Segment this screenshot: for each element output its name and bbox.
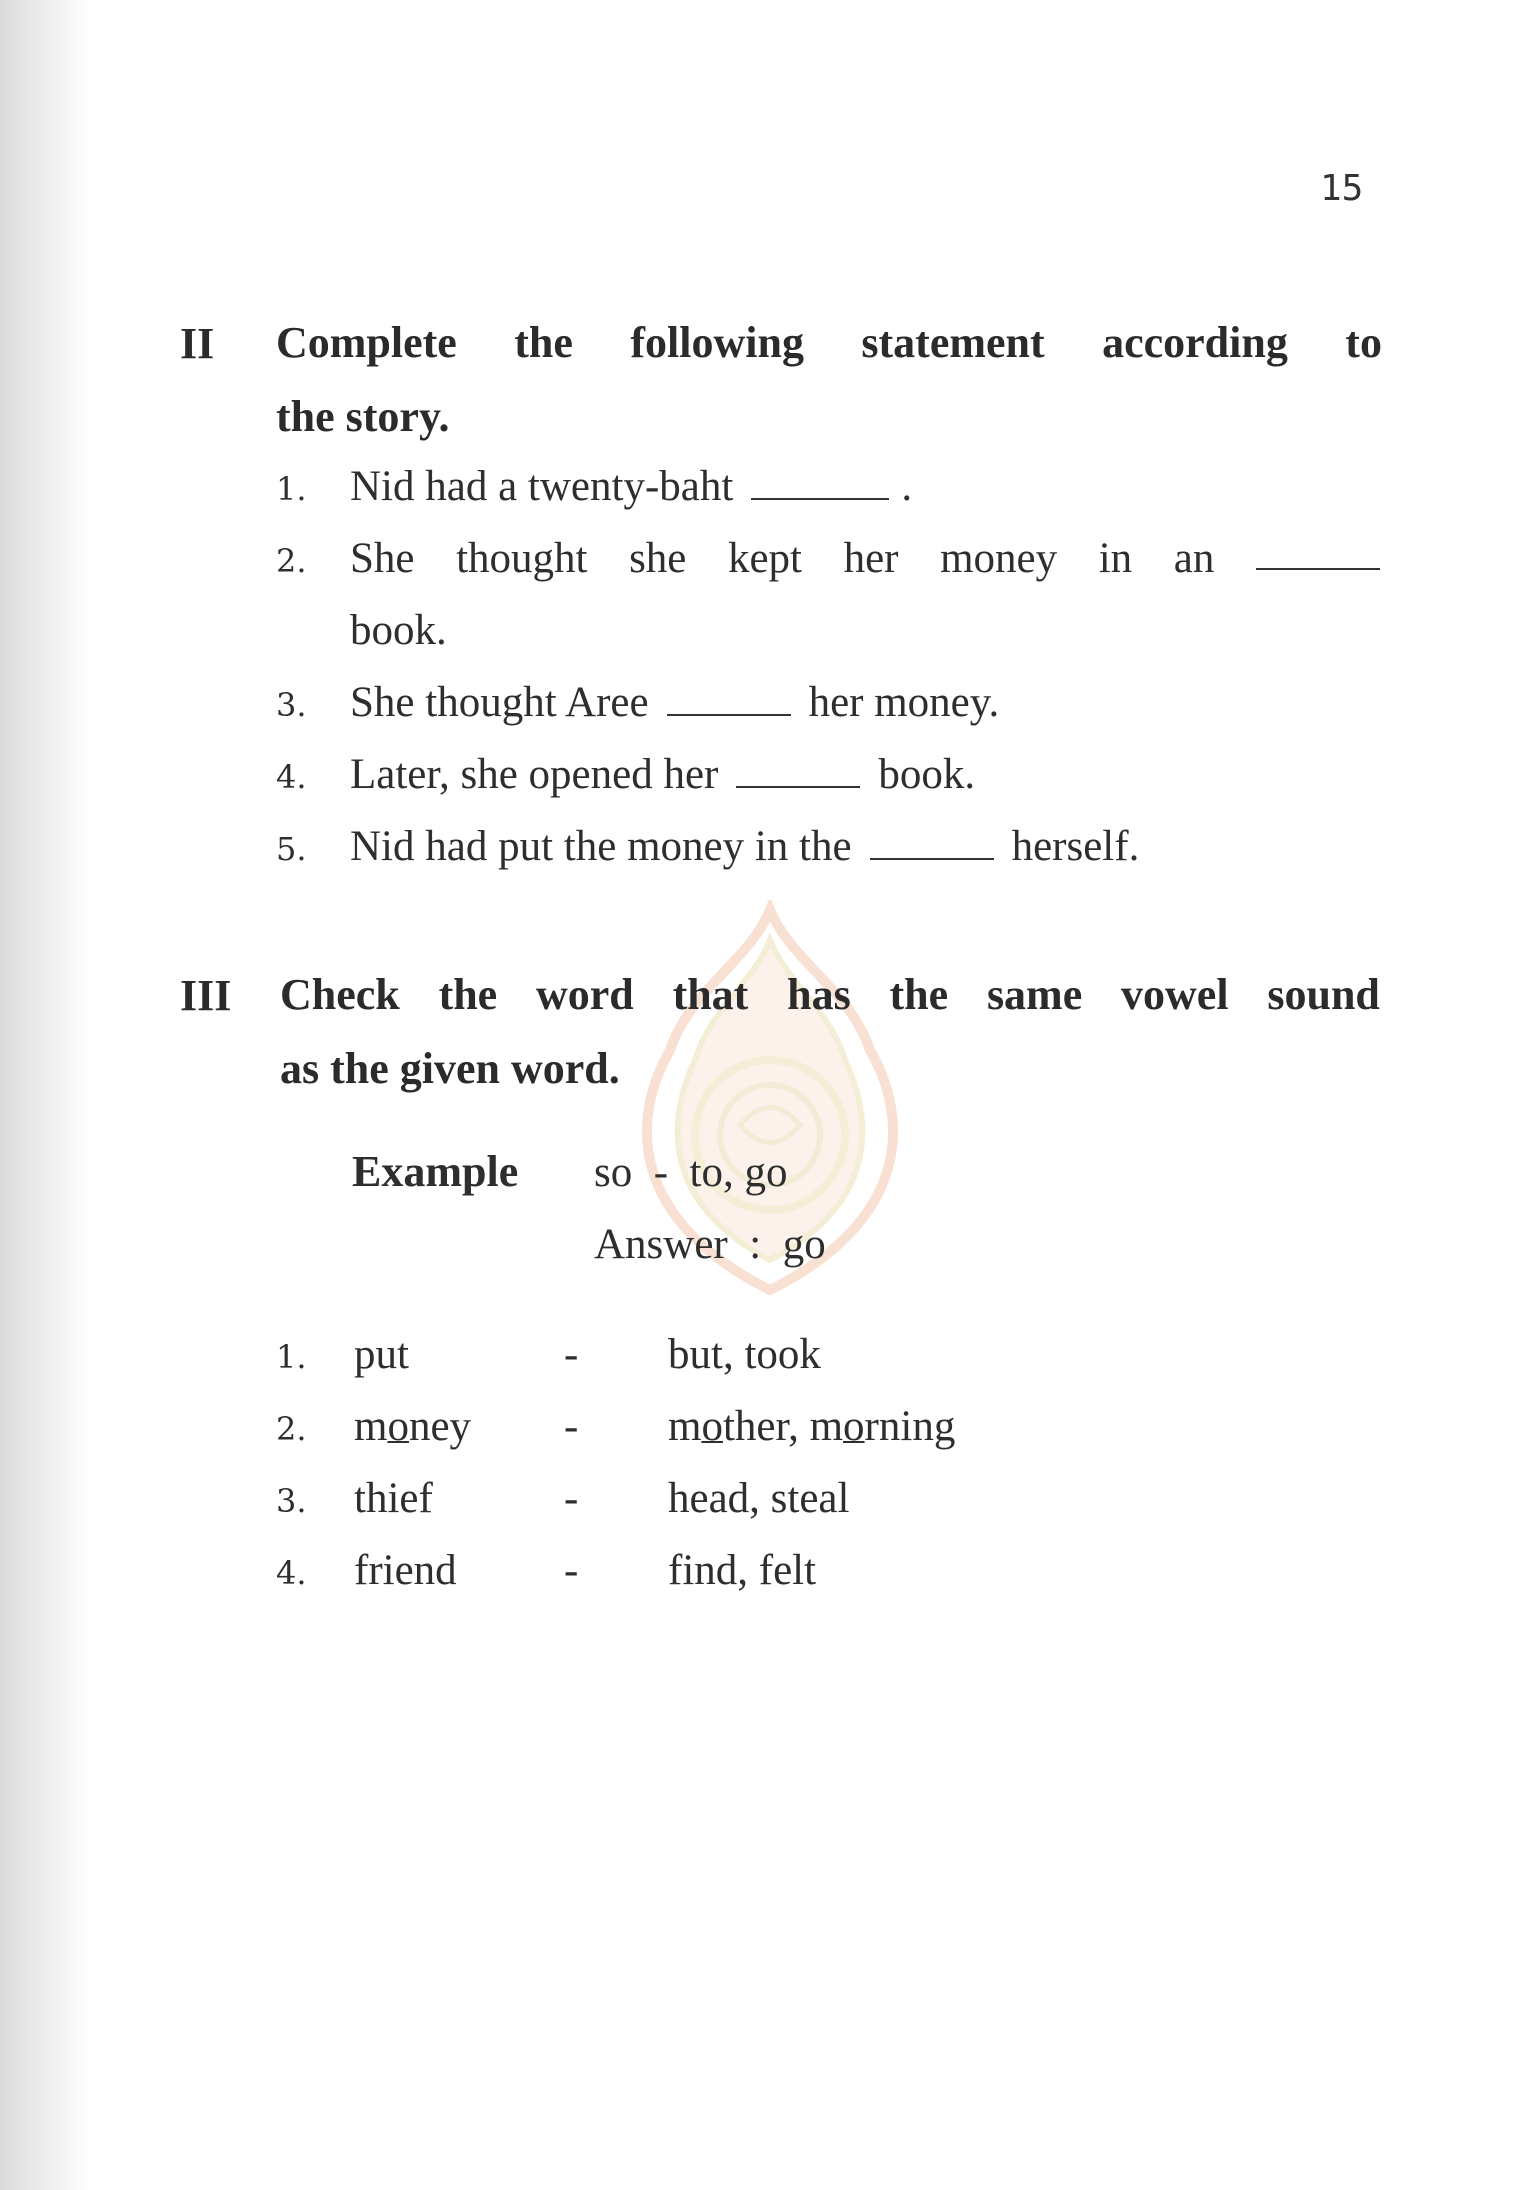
list-item (276, 1474, 850, 1523)
section-3-heading (280, 958, 1380, 1106)
item-2-line-1 (350, 534, 1380, 583)
list-item (276, 1546, 817, 1595)
list-item (276, 462, 912, 511)
heading-word: the (438, 970, 498, 1019)
given-word: friend (354, 1547, 457, 1594)
word-part: m (809, 1403, 844, 1450)
item-number: 1. (276, 470, 307, 508)
answer-blank[interactable] (751, 464, 889, 500)
list-item (276, 534, 350, 583)
item-number: 3. (276, 686, 307, 724)
page-binding-shadow (0, 0, 90, 2190)
word-part: ther, (722, 1403, 810, 1450)
list-item (276, 822, 1139, 871)
example-answer: Answer : go (594, 1221, 826, 1268)
item-word: her (843, 535, 899, 582)
item-text: . (901, 463, 913, 510)
list-item (276, 750, 975, 799)
word-choices: but, took (668, 1331, 821, 1378)
heading-word: statement (861, 318, 1045, 367)
item-text: book. (878, 751, 976, 798)
word-part: rning (864, 1403, 956, 1450)
answer-blank[interactable] (667, 680, 791, 716)
section-2-heading (276, 306, 1382, 454)
item-word: kept (727, 535, 803, 582)
heading-word: according (1102, 318, 1288, 367)
word-part: ney (408, 1403, 472, 1450)
heading-word: the (889, 970, 949, 1019)
heading-word: Complete (276, 318, 457, 367)
word-choices (668, 1402, 955, 1451)
item-number: 2. (276, 542, 307, 580)
heading-word: same (986, 970, 1083, 1019)
separator-dash: - (564, 1547, 579, 1594)
item-word: money (940, 535, 1058, 582)
item-number: 2. (276, 1410, 307, 1448)
given-word: thief (354, 1475, 433, 1522)
page-number: 15 (1320, 168, 1364, 209)
example-text: so - to, go (594, 1149, 788, 1196)
item-number: 1. (276, 1338, 307, 1376)
item-word: an (1173, 535, 1215, 582)
item-number: 5. (276, 830, 307, 868)
heading-word: vowel (1121, 970, 1229, 1019)
item-text: Nid had a twenty-baht (350, 463, 734, 510)
section-3-heading-line-2: as the given word. (280, 1044, 620, 1093)
word-choices: find, felt (668, 1547, 817, 1594)
heading-word: Check (280, 970, 400, 1019)
item-word: She (350, 535, 415, 582)
section-3-heading-line-1 (280, 958, 1380, 1032)
separator-dash: - (564, 1331, 579, 1378)
word-choices: head, steal (668, 1475, 850, 1522)
given-word (354, 1402, 471, 1451)
item-word: thought (456, 535, 588, 582)
answer-blank[interactable] (736, 752, 860, 788)
heading-word: has (787, 970, 851, 1019)
underlined-vowel: o (843, 1403, 865, 1450)
given-word: put (354, 1331, 409, 1378)
section-2-numeral: II (180, 319, 215, 368)
item-number: 3. (276, 1482, 307, 1520)
item-number: 4. (276, 758, 307, 796)
section-2-heading-line-1 (276, 306, 1382, 380)
underlined-vowel: o (701, 1403, 723, 1450)
heading-word: that (672, 970, 749, 1019)
separator-dash: - (564, 1403, 579, 1450)
item-text: her money. (808, 679, 1000, 726)
item-text: herself. (1011, 823, 1140, 870)
word-part: m (354, 1403, 388, 1450)
word-part: m (668, 1403, 702, 1450)
item-number: 4. (276, 1554, 307, 1592)
heading-word: following (630, 318, 804, 367)
list-item (276, 1330, 821, 1379)
answer-blank[interactable] (870, 824, 994, 860)
heading-word: sound (1267, 970, 1380, 1019)
example-label: Example (352, 1147, 519, 1196)
heading-word: the (514, 318, 573, 367)
item-text: She thought Aree (350, 679, 649, 726)
item-text: Later, she opened her (350, 751, 719, 798)
list-item (276, 1402, 956, 1451)
separator-dash: - (564, 1475, 579, 1522)
list-item (276, 678, 999, 727)
heading-word: word (536, 970, 634, 1019)
item-text: Nid had put the money in the (350, 823, 852, 870)
heading-word: to (1345, 318, 1382, 367)
section-3-numeral: III (180, 971, 232, 1020)
section-2-heading-line-2: the story. (276, 392, 450, 441)
item-word: she (629, 535, 687, 582)
item-2-line-2: book. (350, 607, 447, 654)
item-word: in (1098, 535, 1133, 582)
answer-blank[interactable] (1256, 534, 1380, 570)
underlined-vowel: o (387, 1403, 409, 1450)
